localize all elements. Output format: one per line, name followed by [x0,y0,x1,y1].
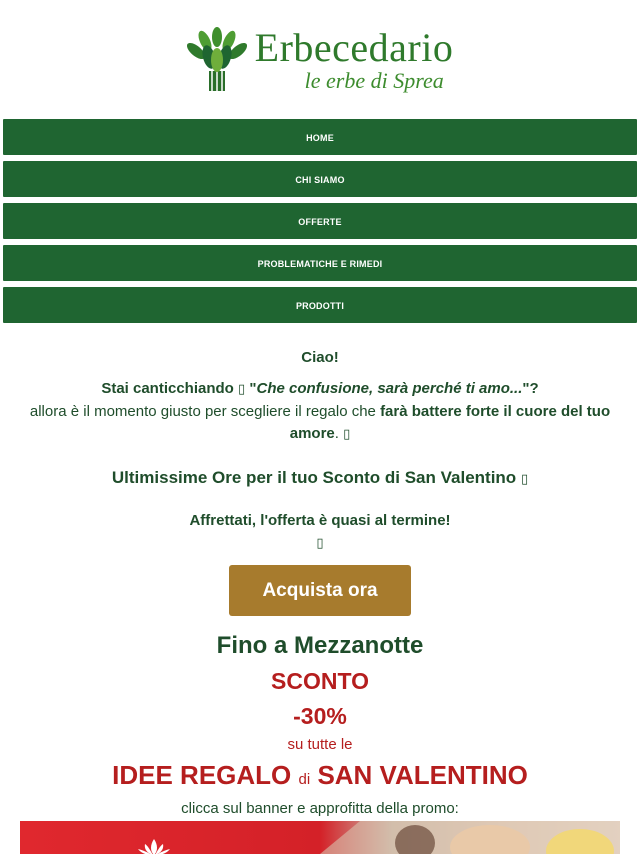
nav-item-offerte[interactable]: OFFERTE [3,203,637,239]
main-nav [0,119,640,323]
promo-gift-ideas [10,756,630,799]
headline-text: Ultimissime Ore per il tuo Sconto di San Valentino [111,468,517,487]
music-note-icon: ▯ [238,382,246,397]
nav-item-home[interactable]: HOME [3,119,637,155]
brand-tagline: le erbe di Sprea [304,67,444,93]
hurry-message [10,510,630,555]
promo-click-instruction: clicca sul banner e approfitta della promo: [181,800,459,817]
buy-now-button[interactable]: Acquista ora [229,565,411,616]
intro-paragraph: Stai canticchiando ▯ "Che confusione, sarà perché ti amo..."? allora è il momento giusto per scegliere il regalo che farà battere forte il cuore del tuo amore. ▯ [10,378,630,446]
promo-ideas: IDEE REGALO [112,760,292,790]
banner-image [20,821,620,854]
clock-icon: ▯ [520,472,529,487]
heart-icon: ▯ [343,427,351,442]
brand-logo[interactable] [187,24,454,93]
greeting: Ciao! [301,349,339,366]
intro-line1-post: ? [529,380,539,397]
nav-item-chi-siamo[interactable]: CHI SIAMO [3,161,637,197]
song-quote: Che confusione, sarà perché ti amo... [256,380,523,397]
intro-line1-pre: Stai canticchiando [101,380,234,397]
countdown-headline [10,468,630,488]
nav-item-prodotti[interactable]: PRODOTTI [3,287,637,323]
hurry-text: Affrettati, l'offerta è quasi al termine! [189,512,451,529]
promo-occasion: SAN VALENTINO [317,760,528,790]
intro-line2-bold: farà battere forte il cuore del tuo amore [289,403,611,442]
leaf-bush-icon [187,27,247,93]
email-body [0,349,640,819]
promo-on-all: su tutte le [287,736,353,753]
alarm-icon: ▯ [316,536,324,551]
promo-percent: -30% [293,703,347,729]
intro-line2-pre: allora è il momento giusto per scegliere il regalo che [29,403,376,420]
promo-until: Fino a Mezzanotte [216,632,424,659]
promo-sconto: SCONTO [271,668,369,694]
nav-item-problematiche-e-rimedi[interactable]: PROBLEMATICHE E RIMEDI [3,245,637,281]
lotus-logo-icon [135,835,173,854]
promo-di: di [298,771,311,788]
header [0,0,640,119]
brand-name: Erbecedario [254,24,454,70]
valentine-promo-banner[interactable] [20,821,620,854]
intro-line2-post: . [334,425,339,442]
